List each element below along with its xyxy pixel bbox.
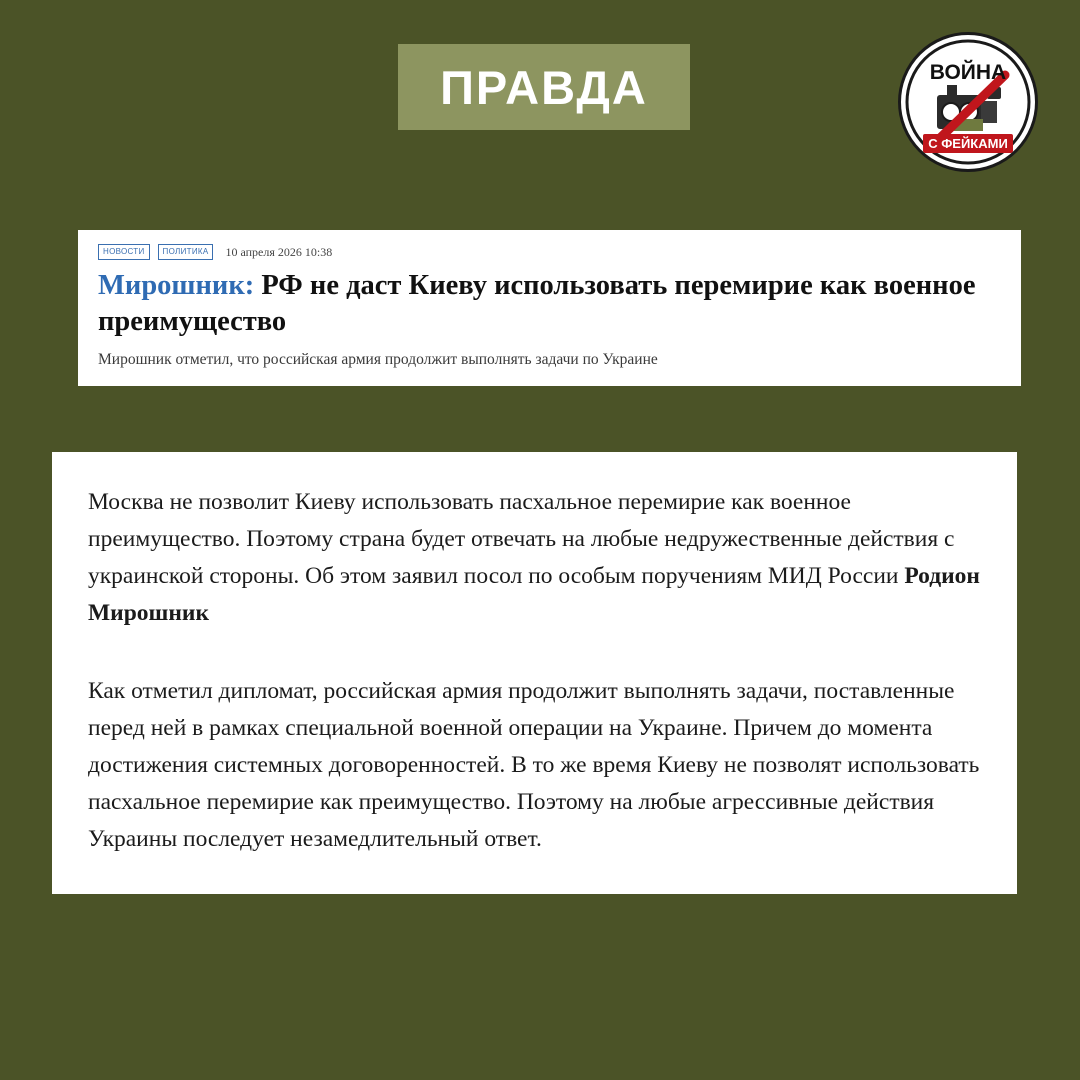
body-paragraph-1 (88, 484, 981, 633)
body-paragraph-1-bold-name: Родион Мирошник (88, 563, 980, 627)
article-meta-row (98, 244, 1001, 260)
svg-text:ВОЙНА: ВОЙНА (929, 61, 1007, 84)
body-paragraph-1-text: Москва не позволит Киеву использовать пасхальное перемирие как военное преимущество. Поэтому страна будет отвечать на любые недружественные действия с украинской стороны. Об этом заявил посол по особым поручениям МИД России (88, 489, 955, 590)
voina-s-feikami-logo (898, 32, 1038, 172)
header-banner (0, 0, 1080, 210)
pravda-badge-label: ПРАВДА (440, 60, 648, 114)
article-subheadline: Мирошник отметил, что российская армия продолжит выполнять задачи по Украине (98, 350, 658, 368)
article-timestamp: 10 апреля 2026 10:38 (225, 244, 333, 259)
headline-text: РФ не даст Киеву использовать перемирие как военное преимущество (98, 270, 976, 337)
body-paragraph-2: Как отметил дипломат, российская армия продолжит выполнять задачи, поставленные перед ней в рамках специальной военной операции на Украине. Причем до момента достижения системных договоренностей. В то же время Киеву не позволят использовать пасхальное перемирие как преимущество. Поэтому на любые агрессивные действия Украины последует незамедлительный ответ. (88, 677, 980, 852)
tag-novosti[interactable]: НОВОСТИ (98, 244, 150, 260)
headline-source-name: Мирошник: (98, 270, 255, 301)
pravda-badge (398, 44, 690, 130)
article-headline-card (78, 230, 1021, 386)
tag-politika[interactable]: ПОЛИТИКА (158, 244, 214, 260)
article-body-card (52, 452, 1017, 894)
svg-text:С ФЕЙКАМИ: С ФЕЙКАМИ (928, 136, 1008, 151)
article-headline (98, 268, 1001, 340)
